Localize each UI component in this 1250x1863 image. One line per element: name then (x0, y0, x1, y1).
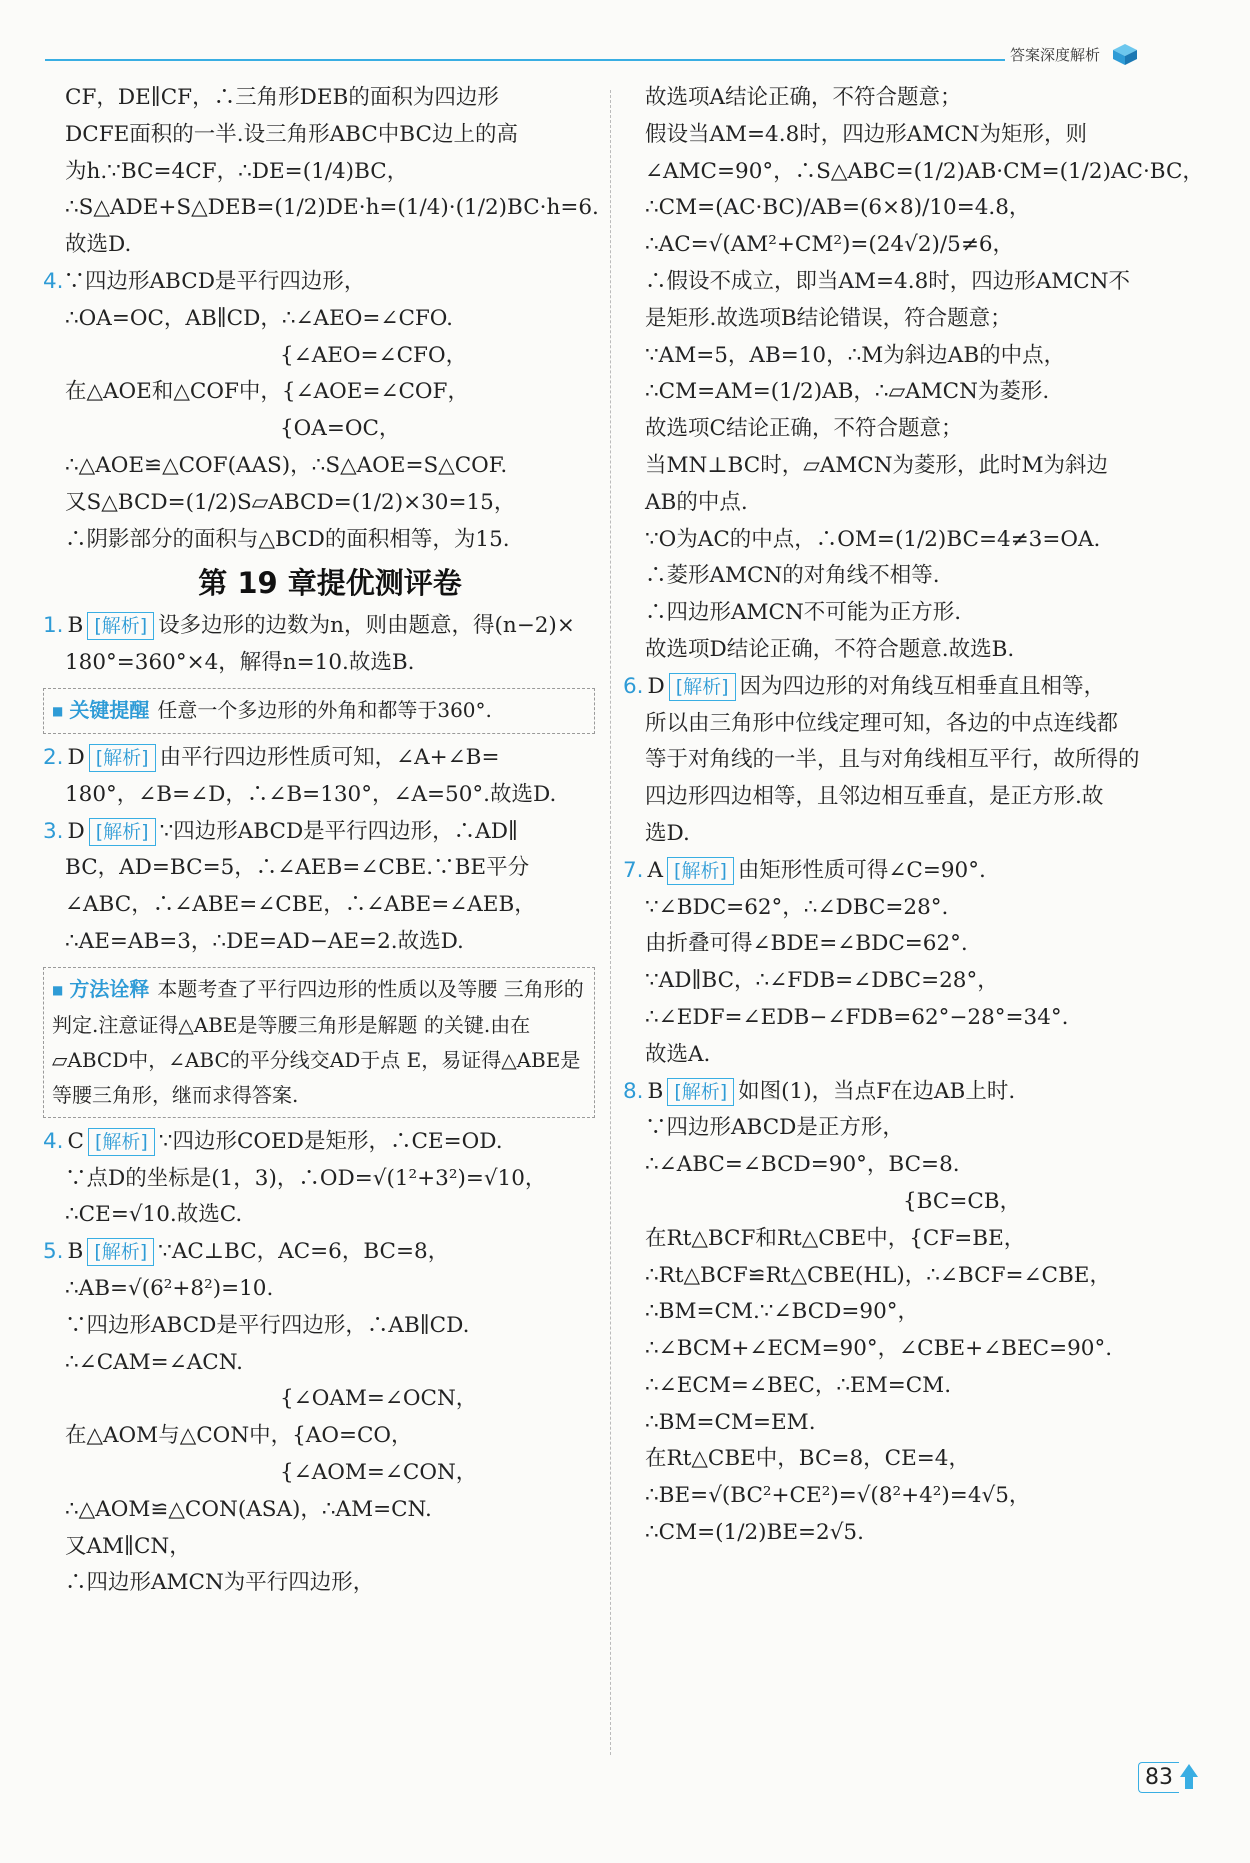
line-text: 在△AOE和△COF中，{∠AOE=∠COF， (65, 379, 469, 405)
line-text: 在Rt△CBE中，BC=8，CE=4， (645, 1446, 970, 1472)
question-number: 5. (43, 1239, 64, 1265)
text-line (645, 1515, 1185, 1552)
text-line (645, 1221, 1185, 1258)
text-line (43, 1124, 595, 1161)
line-text: ∴△AOE≌△COF(AAS)，∴S△AOE=S△COF. (65, 452, 508, 478)
answer-letter: A (647, 857, 664, 883)
answer-letter: C (67, 1128, 84, 1154)
text-line (645, 117, 1185, 154)
text-line (43, 608, 595, 645)
line-text: ∵四边形ABCD是平行四边形， (63, 268, 366, 294)
answer-letter: D (67, 818, 85, 844)
text-line (645, 742, 1185, 779)
question-number: 6. (623, 673, 644, 699)
text-line (65, 1381, 595, 1418)
tip-box (43, 688, 595, 734)
text-line (65, 645, 595, 682)
line-text: 等于对角线的一半，且与对角线相互平行，故所得的 (645, 747, 1140, 773)
answer-letter: B (67, 613, 84, 639)
line-text: 假设当AM=4.8时，四边形AMCN为矩形，则 (645, 121, 1088, 147)
line-text: ∴∠ECM=∠BEC，∴EM=CM. (645, 1372, 952, 1398)
text-line (645, 706, 1185, 743)
text-line (65, 777, 595, 814)
text-line (623, 853, 1185, 890)
text-line (645, 411, 1185, 448)
line-text: 如图(1)，当点F在边AB上时. (738, 1078, 1016, 1104)
line-text: ∴阴影部分的面积与△BCD的面积相等，为15. (65, 526, 510, 552)
line-text: ∵∠BDC=62°，∴∠DBC=28°. (645, 894, 949, 920)
text-line (645, 963, 1185, 1000)
text-line (645, 1147, 1185, 1184)
line-text: ∴四边形AMCN为平行四边形， (65, 1570, 375, 1596)
line-text: ∴假设不成立，即当AM=4.8时，四边形AMCN不 (645, 268, 1131, 294)
line-text: ∴BM=CM.∵∠BCD=90°， (645, 1299, 920, 1325)
line-text: ∴AB=√(6²+8²)=10. (65, 1275, 274, 1301)
line-text: ∵四边形COED是矩形，∴CE=OD. (158, 1128, 503, 1154)
text-line (645, 1331, 1185, 1368)
text-line (65, 850, 595, 887)
line-text: 是矩形.故选项B结论错误，符合题意； (645, 305, 1012, 331)
text-line (645, 1184, 1185, 1221)
text-line (645, 448, 1185, 485)
text-line (43, 740, 595, 777)
line-text: ∴BM=CM=EM. (645, 1409, 816, 1435)
line-text: 由折叠可得∠BDE=∠BDC=62°. (645, 931, 968, 957)
answer-letter: B (647, 1078, 664, 1104)
analysis-tag: [解析] (667, 857, 734, 885)
line-text: 故选项D结论正确，不符合题意.故选B. (645, 636, 1015, 662)
text-line (65, 154, 595, 191)
line-text: 又AM∥CN， (65, 1533, 191, 1559)
tip-box-text: 本题考查了平行四边形的性质以及等腰 三角形的判定.注意证得△ABE是等腰三角形是解题 的关键.由在▱ABCD中，∠ABC的平分线交AD于点 E，易证得△ABE是等腰三角形，继而求得答案. (52, 976, 584, 1107)
text-line (645, 154, 1204, 191)
line-text: ∴OA=OC，AB∥CD，∴∠AEO=∠CFO. (65, 305, 454, 331)
text-line (645, 1405, 1185, 1442)
header-label: 答案深度解析 (1010, 46, 1101, 64)
line-text: ∴∠EDF=∠EDB−∠FDB=62°−28°=34°. (645, 1004, 1069, 1030)
line-text: 所以由三角形中位线定理可知，各边的中点连线都 (645, 710, 1119, 736)
line-text: ∠ABC，∴∠ABE=∠CBE，∴∠ABE=∠AEB， (65, 892, 536, 918)
line-text: 故选D. (65, 232, 132, 258)
line-text: ∵四边形ABCD是正方形， (645, 1115, 904, 1141)
text-line (645, 485, 1185, 522)
question-number: 1. (43, 613, 64, 639)
text-line (645, 890, 1185, 927)
line-text: ∴CM=(AC·BC)/AB=(6×8)/10=4.8， (645, 195, 1031, 221)
line-text: ∵AC⊥BC，AC=6，BC=8， (158, 1239, 450, 1265)
text-line (65, 1529, 595, 1566)
text-line (43, 264, 595, 301)
line-text: ∴菱形AMCN的对角线不相等. (645, 563, 940, 589)
line-text: 故选项C结论正确，不符合题意； (645, 416, 963, 442)
text-line (65, 227, 595, 264)
text-line (65, 522, 595, 559)
line-text: {BC=CB， (645, 1188, 1022, 1214)
text-line (65, 485, 595, 522)
analysis-tag: [解析] (89, 818, 156, 846)
text-line (65, 117, 595, 154)
header-rule (45, 59, 1005, 61)
text-line (645, 338, 1185, 375)
cube-logo-icon (1110, 42, 1140, 66)
line-text: 四边形四边相等，且邻边相互垂直，是正方形.故 (645, 784, 1104, 810)
line-text: {∠OAM=∠OCN， (65, 1386, 478, 1412)
line-text: ∴∠ABC=∠BCD=90°，BC=8. (645, 1152, 960, 1178)
analysis-tag: [解析] (87, 1238, 154, 1266)
text-line (65, 1418, 595, 1455)
text-line (65, 1565, 595, 1602)
line-text: 又S△BCD=(1/2)S▱ABCD=(1/2)×30=15， (65, 489, 516, 515)
text-line (645, 1294, 1185, 1331)
analysis-tag: [解析] (87, 612, 154, 640)
analysis-tag: [解析] (89, 744, 156, 772)
line-text: ∵四边形ABCD是平行四边形，∴AD∥ (159, 818, 518, 844)
page-number: 83 (1138, 1762, 1179, 1793)
text-line (645, 816, 1185, 853)
text-line (65, 301, 595, 338)
text-line (645, 301, 1185, 338)
line-text: DCFE面积的一半.设三角形ABC中BC边上的高 (65, 121, 518, 147)
text-line (43, 1234, 595, 1271)
analysis-tag: [解析] (88, 1128, 155, 1156)
answer-letter: D (67, 744, 85, 770)
question-number: 4. (43, 268, 64, 294)
line-text: 故选项A结论正确，不符合题意； (645, 85, 962, 110)
line-text: BC，AD=BC=5，∴∠AEB=∠CBE.∵BE平分 (65, 855, 530, 881)
question-number: 4. (43, 1128, 64, 1154)
line-text: ∵AM=5，AB=10，∴M为斜边AB的中点， (645, 342, 1066, 368)
line-text: 180°=360°×4，解得n=10.故选B. (65, 650, 415, 676)
text-line (645, 227, 1185, 264)
line-text: 由平行四边形性质可知，∠A+∠B= (159, 744, 500, 770)
analysis-tag: [解析] (667, 1078, 734, 1106)
text-line (645, 264, 1185, 301)
line-text: ∴四边形AMCN不可能为正方形. (645, 600, 962, 626)
text-line (645, 1368, 1185, 1405)
tip-box-heading: ■ 关键提醒 (52, 698, 149, 722)
text-line (65, 448, 595, 485)
answer-letter: B (67, 1239, 84, 1265)
line-text: ∴∠CAM=∠ACN. (65, 1349, 243, 1375)
text-line (645, 1000, 1185, 1037)
line-text: AB的中点. (645, 489, 748, 515)
line-text: ∵四边形ABCD是平行四边形，∴AB∥CD. (65, 1312, 470, 1338)
tip-box-heading: ■ 方法诠释 (52, 977, 149, 1001)
analysis-tag: [解析] (669, 673, 736, 701)
question-number: 7. (623, 857, 644, 883)
text-line (65, 1345, 595, 1382)
text-line (645, 1478, 1185, 1515)
answer-letter: D (647, 673, 665, 699)
tip-box-text: 任意一个多边形的外角和都等于360°. (157, 697, 492, 722)
line-text: 选D. (645, 820, 690, 846)
line-text: {∠AEO=∠CFO， (65, 342, 468, 368)
text-line (65, 80, 595, 117)
line-text: 180°，∠B=∠D，∴∠B=130°，∠A=50°.故选D. (65, 781, 557, 807)
column-divider (610, 90, 611, 1755)
text-line (623, 1074, 1185, 1111)
line-text: CF，DE∥CF，∴三角形DEB的面积为四边形 (65, 85, 499, 110)
line-text: ∴AE=AB=3，∴DE=AD−AE=2.故选D. (65, 928, 464, 954)
text-line (65, 1455, 595, 1492)
right-column (623, 80, 1204, 1552)
line-text: 由矩形性质可得∠C=90°. (737, 857, 986, 883)
line-text: 为h.∵BC=4CF，∴DE=(1/4)BC， (65, 158, 409, 184)
line-text: {∠AOM=∠CON， (65, 1459, 478, 1485)
text-line (645, 1258, 1185, 1295)
line-text: ∴∠BCM+∠ECM=90°，∠CBE+∠BEC=90°. (645, 1336, 1113, 1362)
tip-box (43, 967, 595, 1118)
text-line (65, 1308, 595, 1345)
line-text: ∴CM=AM=(1/2)AB，∴▱AMCN为菱形. (645, 379, 1050, 405)
text-line (645, 779, 1185, 816)
text-line (65, 1492, 595, 1529)
text-line (645, 558, 1185, 595)
text-line (65, 411, 595, 448)
text-line (645, 1037, 1185, 1074)
text-line (65, 924, 595, 961)
text-line (65, 1161, 595, 1198)
line-text: 设多边形的边数为n，则由题意，得(n−2)× (158, 613, 575, 639)
text-line (645, 190, 1185, 227)
page-arrow-icon (1180, 1764, 1198, 1777)
text-line (65, 338, 595, 375)
line-text: ∴S△ADE+S△DEB=(1/2)DE·h=(1/4)·(1/2)BC·h=6. (65, 195, 599, 221)
page-arrow-stem (1185, 1777, 1193, 1789)
line-text: ∴△AOM≌△CON(ASA)，∴AM=CN. (65, 1496, 432, 1522)
text-line (645, 522, 1185, 559)
line-text: ∠AMC=90°，∴S△ABC=(1/2)AB·CM=(1/2)AC·BC， (645, 158, 1204, 184)
line-text: 在Rt△BCF和Rt△CBE中，{CF=BE， (645, 1225, 1026, 1251)
line-text: ∵点D的坐标是(1，3)，∴OD=√(1²+3²)=√10， (65, 1165, 547, 1191)
text-line (645, 374, 1185, 411)
question-number: 2. (43, 744, 64, 770)
text-line (645, 632, 1185, 669)
text-line (645, 80, 1185, 117)
line-text: 故选A. (645, 1041, 711, 1067)
question-number: 3. (43, 818, 64, 844)
text-line (645, 926, 1185, 963)
text-line (645, 595, 1185, 632)
text-line (65, 1197, 595, 1234)
line-text: ∴CE=√10.故选C. (65, 1202, 243, 1228)
line-text: ∵AD∥BC，∴∠FDB=∠DBC=28°， (645, 968, 999, 994)
section-title: 第 19 章提优测评卷 (198, 566, 462, 601)
line-text: 当MN⊥BC时，▱AMCN为菱形，此时M为斜边 (645, 452, 1109, 478)
question-number: 8. (623, 1078, 644, 1104)
text-line (65, 887, 595, 924)
text-line (65, 190, 599, 227)
line-text: ∴BE=√(BC²+CE²)=√(8²+4²)=4√5， (645, 1483, 1031, 1509)
line-text: ∵O为AC的中点，∴OM=(1/2)BC=4≠3=OA. (645, 526, 1101, 552)
left-column (43, 80, 599, 1602)
text-line (623, 669, 1185, 706)
line-text: ∴AC=√(AM²+CM²)=(24√2)/5≠6， (645, 232, 1015, 258)
text-line (43, 814, 595, 851)
line-text: ∴CM=(1/2)BE=2√5. (645, 1520, 864, 1546)
line-text: 在△AOM与△CON中，{AO=CO， (65, 1423, 413, 1449)
line-text: {OA=OC， (65, 416, 401, 442)
text-line (65, 1271, 595, 1308)
line-text: 因为四边形的对角线互相垂直且相等， (739, 673, 1106, 699)
text-line (645, 1110, 1185, 1147)
text-line (645, 1441, 1185, 1478)
line-text: ∴Rt△BCF≌Rt△CBE(HL)，∴∠BCF=∠CBE， (645, 1262, 1111, 1288)
text-line (65, 374, 595, 411)
